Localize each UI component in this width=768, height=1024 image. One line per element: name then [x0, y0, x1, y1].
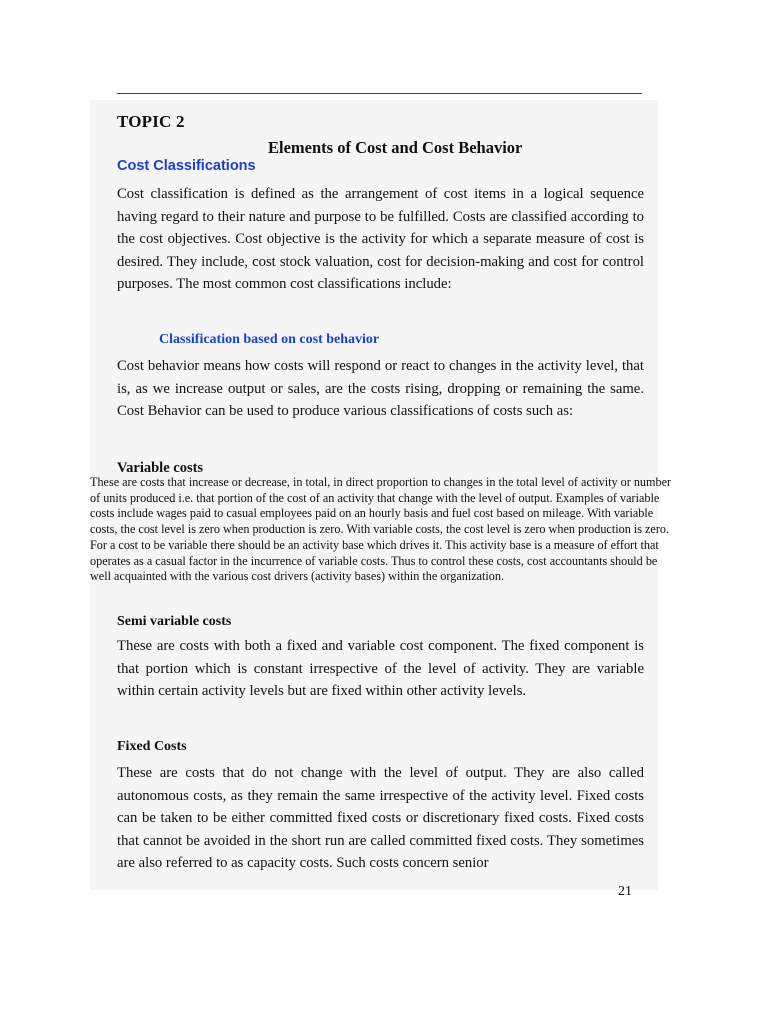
intro-paragraph: Cost classification is defined as the arrangement of cost items in a logical sequence having regard to their nature and purpose to be fulfilled. Costs are classified according to the cost objectives. Cost objective is the activity for which a separate measure of cost is desired. They include, cost stock valuation, cost for decision-making and cost for control purposes. The most common cost classifications include: — [117, 186, 644, 292]
semi-variable-paragraph: These are costs with both a fixed and variable cost component. The fixed component is that portion which is constant irrespective of the level of activity. They are variable within certain activity levels but are fixed within other activity levels. — [117, 638, 644, 699]
page-title: Elements of Cost and Cost Behavior — [268, 138, 523, 157]
section-heading-cost-classifications: Cost Classifications — [117, 158, 256, 174]
behavior-paragraph: Cost behavior means how costs will respond or react to changes in the activity level, that is, as we increase output or sales, are the costs rising, dropping or remaining the same. Cost Behavior can be used to produce various classifications of costs such as: — [117, 358, 644, 419]
page-number: 21 — [618, 884, 632, 899]
topic-label: TOPIC 2 — [117, 112, 185, 131]
variable-costs-paragraph: These are costs that increase or decrease, in total, in direct proportion to changes in the total level of activity or number of units produced i.e. that portion of the cost of an activity that change with the level of output. Examples of variable costs include wages paid to casual employees paid on an hourly basis and fuel cost based on mileage. With variable costs, the cost level is zero when production is zero. With variable costs, the cost level is zero when production is zero. For a cost to be variable there should be an activity base which drives it. This activity base is a measure of effort that operates as a casual factor in the incurrence of variable costs. Thus to control these costs, cost accountants should be well acquainted with the various cost drivers (activity bases) within the organization. — [90, 475, 672, 584]
header-rule — [117, 93, 642, 94]
fixed-costs-paragraph: These are costs that do not change with the level of output. They are also called autonomous costs, as they remain the same irrespective of the activity level. Fixed costs can be taken to be either committed fixed costs or discretionary fixed costs. Fixed costs that cannot be avoided in the short run are called committed fixed costs. They sometimes are also referred to as capacity costs. Such costs concern senior — [117, 765, 644, 871]
heading-fixed-costs: Fixed Costs — [117, 739, 187, 754]
heading-semi-variable-costs: Semi variable costs — [117, 614, 232, 629]
subheading-cost-behavior: Classification based on cost behavior — [159, 332, 380, 347]
heading-variable-costs: Variable costs — [117, 460, 204, 476]
